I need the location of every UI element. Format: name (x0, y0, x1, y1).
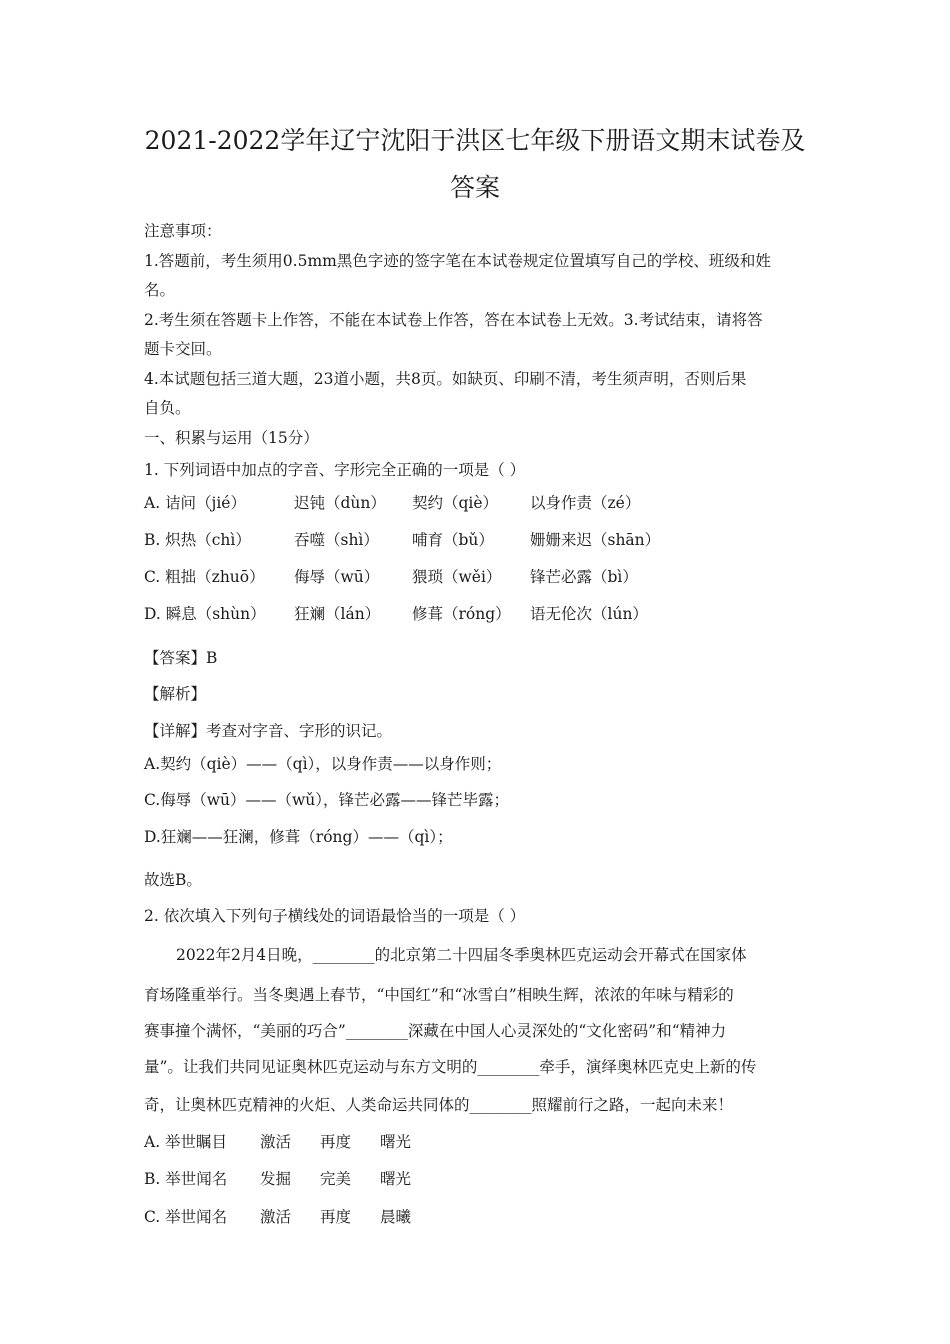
option-a-word-2: 迟钝（dùn） (294, 494, 386, 512)
detail-option-a: A.契约（qiè）——（qì），以身作责——以身作则； (144, 755, 502, 773)
option-a-word-2: 激活 (260, 1133, 292, 1151)
page-title: 2021-2022学年辽宁沈阳于洪区七年级下册语文期末试卷及 (144, 126, 806, 155)
passage-line: 赛事撞个满怀，“美丽的巧合”________深藏在中国人心灵深处的“文化密码”和“精神力 (144, 1022, 727, 1040)
notice-item-4: 4.本试题包括三道大题，23道小题，共8页。如缺页、印刷不清，考生须声明，否则后果 (144, 370, 747, 388)
notice-item-1: 1.答题前，考生须用0.5mm黑色字迹的签字笔在本试卷规定位置填写自己的学校、班级和姓 (144, 252, 771, 270)
notice-item-1-cont: 名。 (144, 281, 176, 299)
question-2-option-b (144, 1169, 808, 1189)
notice-item-2: 2.考生须在答题卡上作答，不能在本试卷上作答，答在本试卷上无效。3.考试结束，请将答 (144, 311, 763, 329)
option-d-word-2: 狂斓（lán） (294, 605, 381, 623)
question-1-option-a (144, 493, 808, 513)
section-heading: 一、积累与运用（15分） (144, 429, 319, 447)
option-c-word-4: 锋芒必露（bì） (530, 568, 638, 586)
option-a-word-4: 以身作责（zé） (530, 494, 641, 512)
option-c-word-2: 激活 (260, 1208, 292, 1226)
option-b-word-2: 吞噬（shì） (294, 531, 379, 549)
question-1-option-d (144, 604, 808, 624)
option-d-word-3: 修葺（róng） (412, 605, 511, 623)
option-c-word-2: 侮辱（wū） (294, 568, 380, 586)
option-c-word-3: 猥琐（wěi） (412, 568, 502, 586)
question-2-option-c (144, 1207, 808, 1227)
conclusion: 故选B。 (144, 871, 202, 889)
passage-line: 育场隆重举行。当冬奥遇上春节，“中国红”和“冰雪白”相映生辉，浓浓的年味与精彩的 (144, 986, 734, 1004)
option-a-word-3: 再度 (320, 1133, 352, 1151)
question-1-stem: 1. 下列词语中加点的字音、字形完全正确的一项是（ ） (144, 461, 526, 479)
option-b-word-3: 哺育（bǔ） (412, 531, 494, 549)
option-b-word-2: 发掘 (260, 1170, 292, 1188)
option-b-word-4: 姗姗来迟（shān） (530, 531, 661, 549)
option-d-word-4: 语无伦次（lún） (530, 605, 648, 623)
page-title-continued: 答案 (449, 173, 500, 202)
option-a-word-4: 曙光 (380, 1133, 412, 1151)
passage-line: 奇，让奥林匹克精神的火炬、人类命运共同体的________照耀前行之路，一起向未来！ (144, 1096, 734, 1114)
passage-line: 量”。让我们共同见证奥林匹克运动与东方文明的________牵手，演绎奥林匹克史上新的传 (144, 1058, 757, 1076)
detail-option-d: D.狂斓——狂澜，修葺（róng）——（qì）； (144, 828, 453, 846)
option-a-word-3: 契约（qiè） (412, 494, 499, 512)
option-c-word-4: 晨曦 (380, 1208, 412, 1226)
option-d-word-1: D. 瞬息（shùn） (144, 605, 266, 623)
detail-explanation: 【详解】考查对字音、字形的识记。 (144, 722, 393, 740)
option-a-word-1: A. 诘问（jié） (144, 494, 246, 512)
option-b-word-1: B. 炽热（chì） (144, 531, 251, 549)
option-b-word-1: B. 举世闻名 (144, 1170, 228, 1188)
option-c-word-1: C. 粗拙（zhuō） (144, 568, 265, 586)
analysis-label: 【解析】 (144, 685, 207, 703)
notice-heading: 注意事项： (144, 222, 222, 240)
option-a-word-1: A. 举世瞩目 (144, 1133, 228, 1151)
notice-item-4-cont: 自负。 (144, 399, 191, 417)
passage-line: 2022年2月4日晚，________的北京第二十四届冬季奥林匹克运动会开幕式在国家体 (176, 946, 747, 964)
notice-item-2-cont: 题卡交回。 (144, 340, 222, 358)
option-c-word-1: C. 举世闻名 (144, 1208, 228, 1226)
answer-label: 【答案】B (144, 649, 218, 667)
option-c-word-3: 再度 (320, 1208, 352, 1226)
question-1-option-c (144, 567, 808, 587)
question-2-stem: 2. 依次填入下列句子横线处的词语最恰当的一项是（ ） (144, 907, 526, 925)
question-1-option-b (144, 530, 808, 550)
question-2-option-a (144, 1132, 808, 1152)
detail-option-c: C.侮辱（wū）——（wǔ），锋芒必露——锋芒毕露； (144, 791, 509, 809)
option-b-word-3: 完美 (320, 1170, 352, 1188)
option-b-word-4: 曙光 (380, 1170, 412, 1188)
